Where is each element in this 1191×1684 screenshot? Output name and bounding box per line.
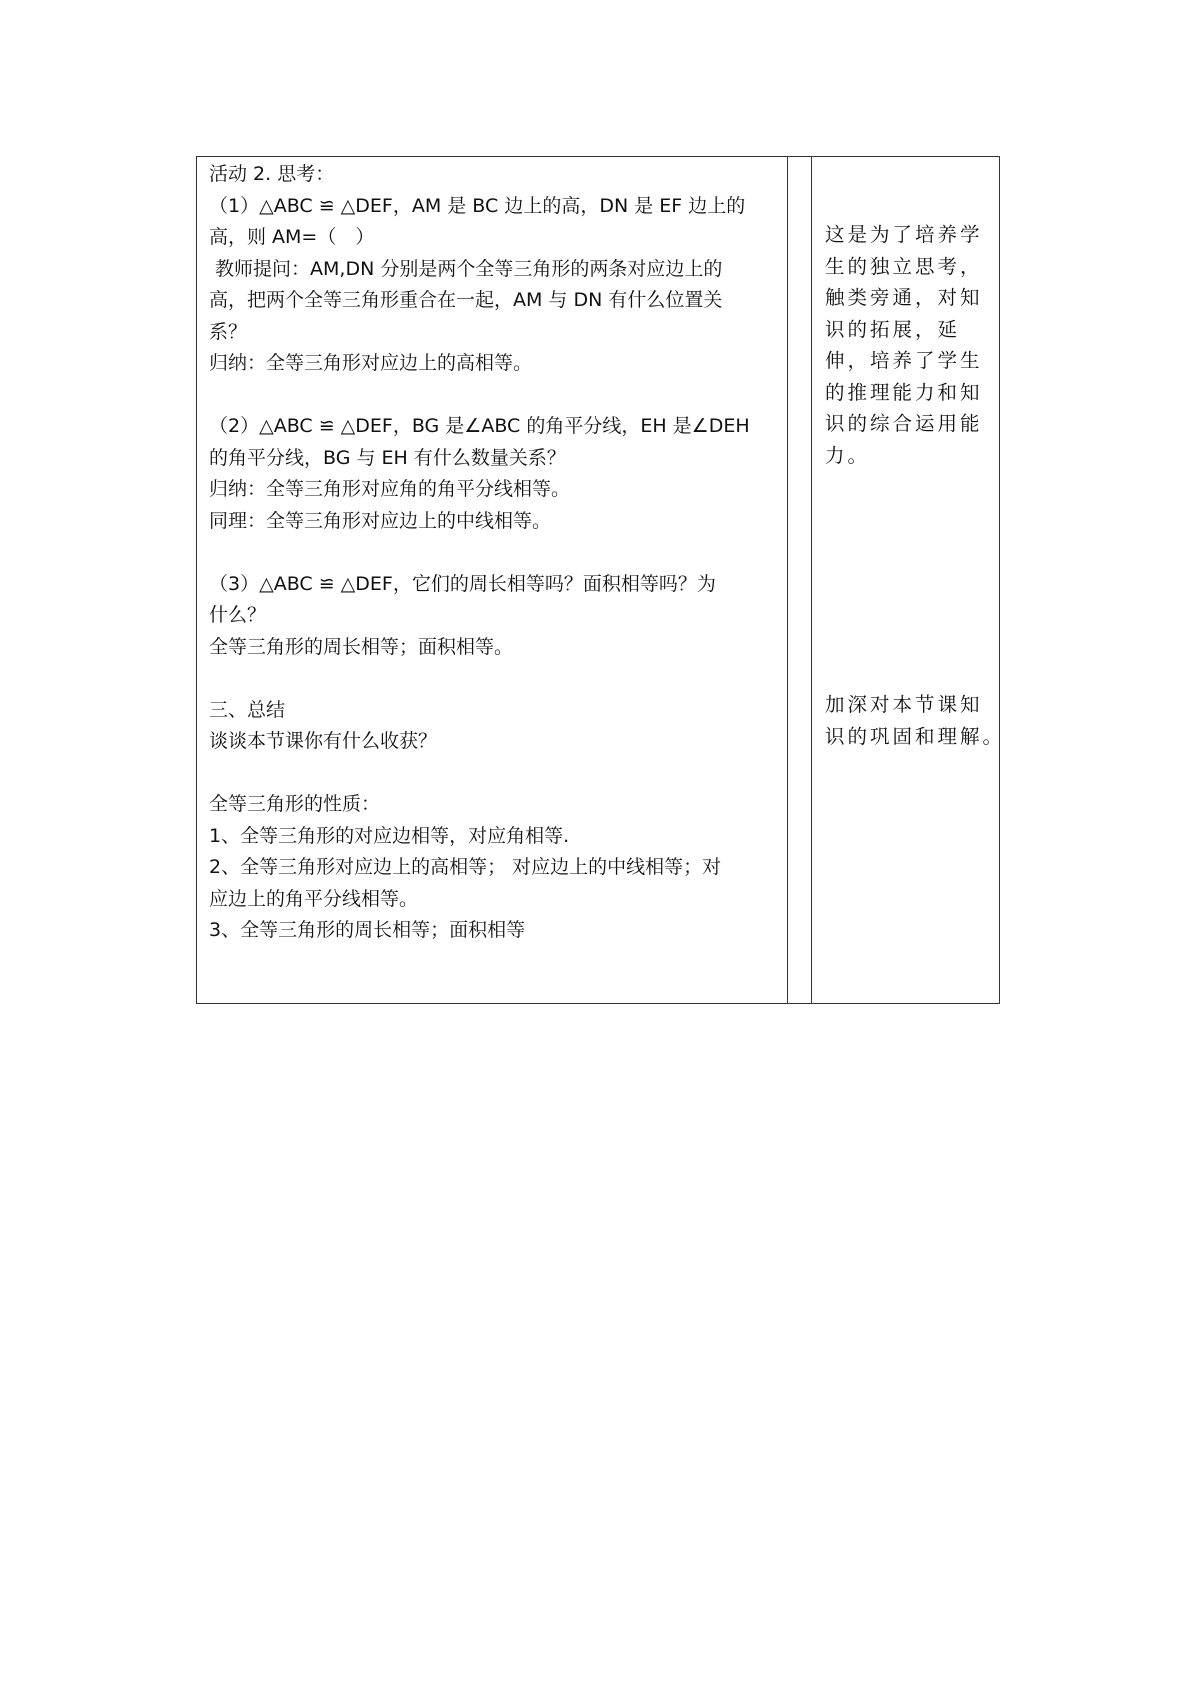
note-line: 识的巩固和理解。: [825, 724, 1006, 748]
text-line: 的角平分线，BG 与 EH 有什么数量关系？: [209, 446, 566, 469]
note-line: 伸，培养了学生: [825, 349, 983, 372]
text-line: 全等三角形的性质：: [209, 793, 381, 815]
text-line: 高，把两个全等三角形重合在一起，AM 与 DN 有什么位置关: [209, 289, 723, 311]
text-line: 同理：全等三角形对应边上的中线相等。: [209, 509, 552, 532]
blank-line: [209, 537, 779, 569]
text-line: 应边上的角平分线相等。: [209, 887, 419, 910]
note-line: 识的综合运用能: [825, 412, 983, 435]
text-line: 1、全等三角形的对应边相等，对应角相等.: [209, 824, 570, 847]
text-line: 活动 2. 思考：: [209, 163, 335, 185]
note-line: 力。: [825, 443, 871, 467]
design-intent-note: [825, 219, 993, 471]
text-line: 2、全等三角形对应边上的高相等； 对应边上的中线相等；对: [209, 856, 722, 878]
summary-intent-note: [825, 689, 1006, 752]
note-line: 触类旁通，对知: [825, 286, 983, 309]
text-line: 谈谈本节课你有什么收获？: [209, 730, 438, 752]
blank-line: [209, 663, 779, 695]
note-line: 加深对本节课知: [825, 693, 983, 716]
activity-content: [209, 159, 779, 947]
text-line: （2）△ABC ≌ △DEF，BG 是∠ABC 的角平分线，EH 是∠DEH: [209, 415, 750, 437]
column-divider: [811, 157, 812, 1003]
note-line: 识的拓展，延: [825, 317, 961, 341]
note-line: 生的独立思考，: [825, 254, 983, 278]
text-line: 全等三角形的周长相等；面积相等。: [209, 635, 514, 658]
lesson-table: [196, 156, 1006, 1004]
text-line: 什么？: [209, 604, 267, 626]
note-line: 这是为了培养学: [825, 223, 983, 246]
text-line: 3、全等三角形的周长相等；面积相等: [209, 919, 526, 941]
text-line: 归纳：全等三角形对应边上的高相等。: [209, 352, 533, 374]
text-line: 教师提问：AM,DN 分别是两个全等三角形的两条对应边上的: [209, 257, 723, 280]
section-heading: 三、总结: [209, 698, 286, 721]
text-line: 归纳：全等三角形对应角的角平分线相等。: [209, 478, 571, 500]
column-divider: [787, 157, 788, 1003]
text-line: 系？: [209, 320, 248, 343]
blank-line: [209, 380, 779, 412]
note-line: 的推理能力和知: [825, 380, 983, 404]
blank-line: [209, 758, 779, 790]
text-line: （3）△ABC ≌ △DEF，它们的周长相等吗？面积相等吗？为: [209, 572, 716, 595]
text-line: 高，则 AM=（ ）: [209, 226, 375, 248]
text-line: （1）△ABC ≌ △DEF，AM 是 BC 边上的高，DN 是 EF 边上的: [209, 194, 746, 217]
